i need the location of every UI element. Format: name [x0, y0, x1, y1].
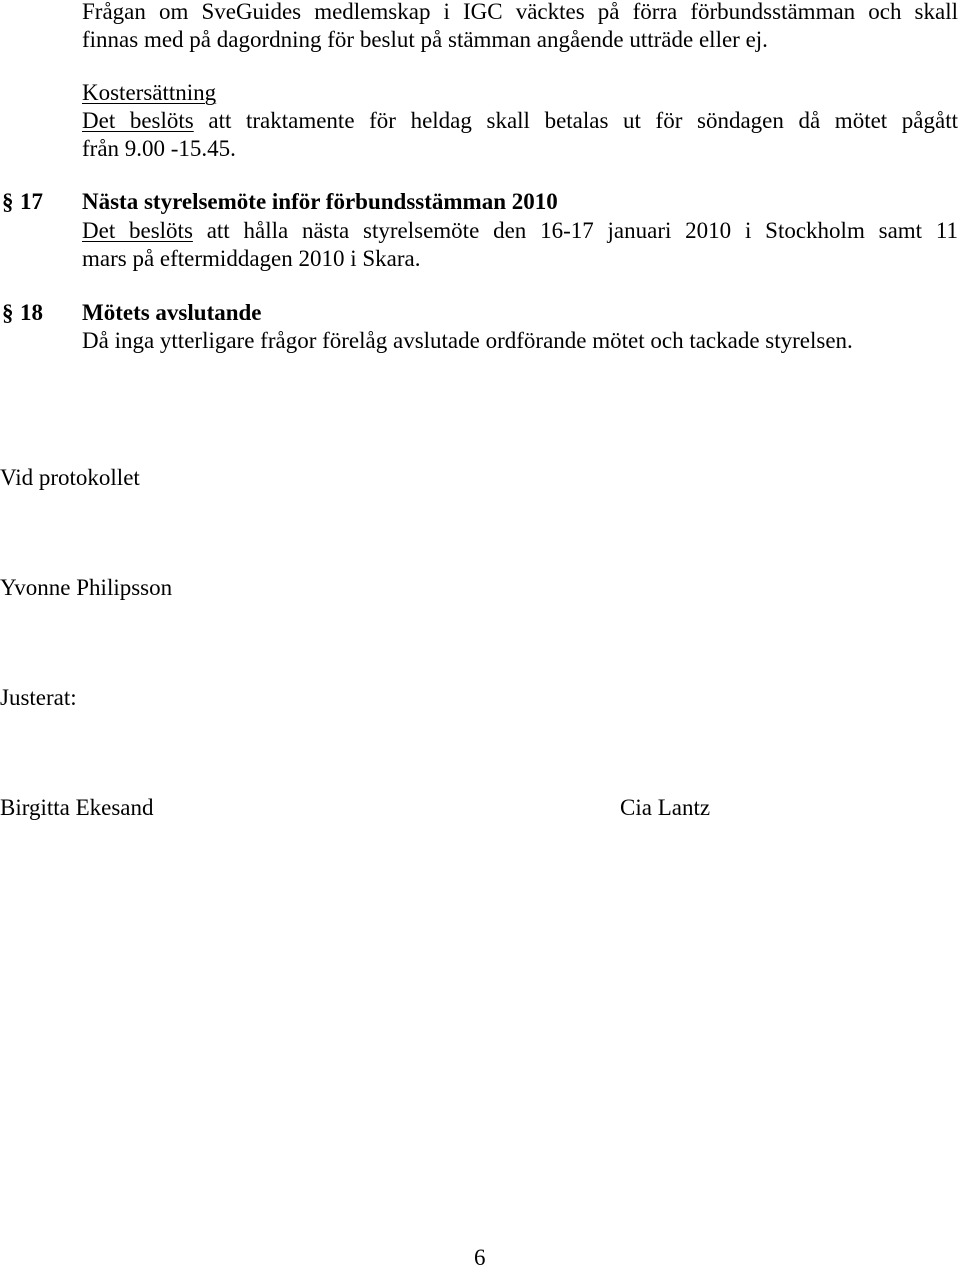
section-18-paragraph-symbol: § [2, 300, 14, 325]
section-17-heading: Nästa styrelsemöte inför förbundsstämman 2010 [82, 189, 558, 214]
section-17-decision-line-1 [82, 217, 958, 245]
section-17-decision-line-2: mars på eftermiddagen 2010 i Skara. [82, 246, 421, 271]
recorded-by-label: Vid protokollet [0, 465, 140, 490]
decision-phrase: Det beslöts [82, 218, 193, 243]
decision-text: att hålla nästa styrelsemöte den 16-17 januari 2010 i Stockholm samt 11 [206, 218, 959, 243]
section-17-paragraph-symbol: § [2, 189, 14, 214]
page-number: 6 [474, 1245, 486, 1270]
intro-paragraph-line-1: Frågan om SveGuides medlemskap i IGC väcktes på förra förbundsstämman och skall [82, 0, 958, 24]
secretary-name: Yvonne Philipsson [0, 575, 173, 600]
section-18-heading: Mötets avslutande [82, 300, 262, 325]
decision-text: att traktamente för heldag skall betalas ut för söndagen då mötet pågått [208, 108, 959, 133]
kostersattning-heading-row [82, 79, 958, 107]
adjuster-2-name: Cia Lantz [620, 795, 711, 820]
intro-paragraph-line-2: finnas med på dagordning för beslut på stämman angående utträde eller ej. [82, 27, 768, 52]
adjusted-label: Justerat: [0, 685, 77, 710]
adjuster-1-name: Birgitta Ekesand [0, 795, 154, 820]
kostersattning-decision-line-1 [82, 107, 958, 135]
kostersattning-decision-line-2: från 9.00 -15.45. [82, 136, 236, 161]
section-17-number: 17 [20, 189, 43, 214]
section-18-number: 18 [20, 300, 43, 325]
section-18-text: Då inga ytterligare frågor förelåg avslutade ordförande mötet och tackade styrelsen. [82, 328, 853, 353]
decision-phrase: Det beslöts [82, 108, 194, 133]
kostersattning-heading: Kostersättning [82, 80, 217, 105]
